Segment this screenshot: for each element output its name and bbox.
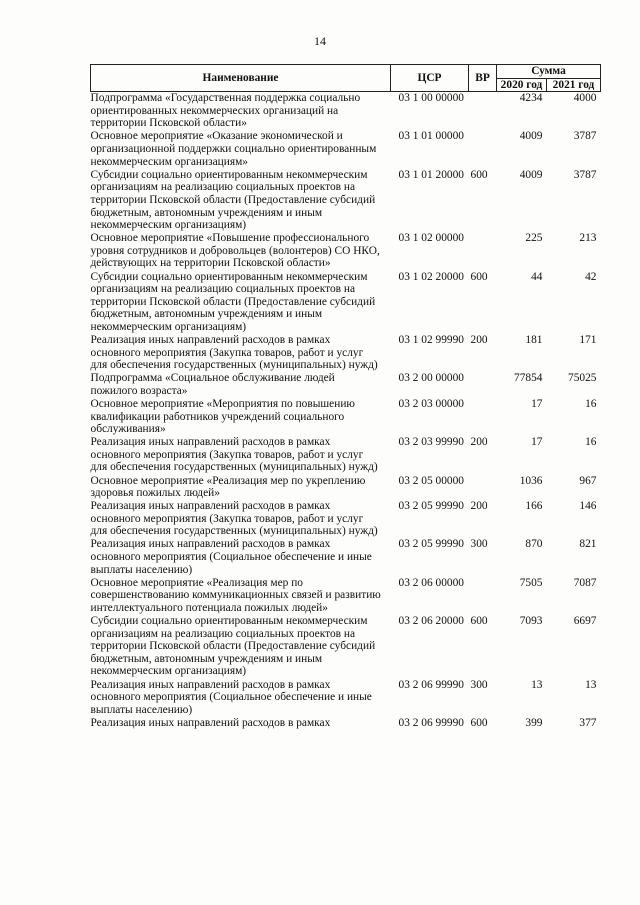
- row-sum-2020: 166: [525, 500, 543, 513]
- table-row: [91, 679, 601, 717]
- row-sum-2021: 146: [579, 500, 597, 513]
- page-number: 14: [314, 34, 326, 48]
- table-row: [91, 271, 601, 334]
- row-csr: 03 2 03 99990: [398, 436, 464, 449]
- row-sum-2020: 17: [531, 436, 543, 449]
- row-name: Основное мероприятие «Реализация мер по укреплению здоровья пожилых людей»: [90, 474, 366, 500]
- header-year-2020: 2020 год: [497, 78, 547, 92]
- row-name: Субсидии социально ориентированным некоммерческим организациям на реализацию социальных проектов на территории Псковской области (Предоставление субсидий бюджетным, автономным учреждениям и иным некоммерческим организациям): [90, 168, 376, 232]
- row-vr: 600: [470, 615, 488, 628]
- row-sum-2021: 967: [579, 474, 597, 487]
- table-row: [91, 398, 601, 436]
- row-csr: 03 1 01 00000: [398, 130, 464, 143]
- row-sum-2021: 13: [585, 678, 597, 691]
- row-name: Субсидии социально ориентированным некоммерческим организациям на реализацию социальных проектов на территории Псковской области (Предоставление субсидий бюджетным, автономным учреждениям и иным некоммерческим организациям): [90, 615, 376, 678]
- row-vr: 600: [470, 168, 488, 181]
- row-csr: 03 2 00 00000: [398, 372, 464, 385]
- table-row: [91, 436, 601, 474]
- row-name: Реализация иных направлений расходов в рамках основного мероприятия (Социальное обеспечение и иные выплаты населению): [90, 538, 372, 576]
- row-sum-2021: 42: [585, 270, 597, 283]
- table-row: [91, 232, 601, 270]
- row-sum-2021: 16: [585, 397, 597, 410]
- row-sum-2021: 7087: [573, 576, 597, 589]
- row-csr: 03 1 02 20000: [398, 270, 464, 283]
- row-name: Основное мероприятие «Оказание экономической и организационной поддержки социально ориентированным некоммерческим организациям»: [90, 130, 377, 168]
- row-name: Основное мероприятие «Реализация мер по совершенствованию коммуникационных связей и развитию интеллектуального потенциала пожилых людей»: [90, 576, 381, 614]
- row-name: Основное мероприятие «Мероприятия по повышению квалификации работников учреждений социального обслуживания»: [90, 397, 355, 436]
- row-name: Реализация иных направлений расходов в рамках основного мероприятия (Закупка товаров, работ и услуг для обеспечения государственных (муниципальных) нужд): [90, 500, 378, 538]
- budget-table: [90, 64, 601, 730]
- row-sum-2020: 399: [525, 716, 543, 729]
- table-row: [91, 500, 601, 538]
- row-vr: [469, 475, 497, 501]
- table-row: [91, 334, 601, 372]
- row-name: Реализация иных направлений расходов в рамках: [90, 716, 331, 729]
- header-vr: ВР: [469, 65, 497, 92]
- row-vr: [469, 92, 497, 131]
- row-sum-2021: 3787: [573, 130, 597, 143]
- table-row: [91, 538, 601, 576]
- row-sum-2020: 7093: [519, 615, 543, 628]
- row-csr: 03 2 06 00000: [398, 576, 464, 589]
- row-sum-2021: 75025: [568, 372, 597, 385]
- header-name: Наименование: [91, 65, 391, 92]
- row-vr: 600: [470, 716, 488, 729]
- row-csr: 03 1 02 99990: [398, 333, 464, 346]
- row-vr: 300: [470, 538, 488, 551]
- row-sum-2020: 4234: [519, 92, 543, 105]
- row-vr: [469, 232, 497, 270]
- row-csr: 03 2 06 99990: [398, 678, 464, 691]
- row-sum-2021: 3787: [573, 168, 597, 181]
- header-sum: Сумма: [497, 65, 601, 79]
- row-csr: 03 1 02 00000: [398, 232, 464, 245]
- row-name: Субсидии социально ориентированным некоммерческим организациям на реализацию социальных проектов на территории Псковской области (Предоставление субсидий бюджетным, автономным учреждениям и иным некоммерческим организациям): [90, 270, 376, 333]
- row-name: Реализация иных направлений расходов в рамках основного мероприятия (Закупка товаров, работ и услуг для обеспечения государственных (муниципальных) нужд): [90, 333, 378, 372]
- table-row: [91, 475, 601, 501]
- table-row: [91, 615, 601, 678]
- row-sum-2020: 870: [525, 538, 543, 551]
- row-vr: [469, 398, 497, 436]
- row-csr: 03 2 03 00000: [398, 397, 464, 410]
- row-sum-2020: 13: [531, 678, 543, 691]
- row-sum-2021: 377: [579, 716, 597, 729]
- header-csr: ЦСР: [391, 65, 469, 92]
- table-row: [91, 130, 601, 168]
- table-body: [91, 92, 601, 730]
- row-vr: [469, 130, 497, 168]
- row-csr: 03 2 05 99990: [398, 538, 464, 551]
- row-csr: 03 2 05 99990: [398, 500, 464, 513]
- row-vr: [469, 372, 497, 398]
- row-sum-2021: 213: [579, 232, 597, 245]
- row-sum-2021: 16: [585, 436, 597, 449]
- row-sum-2021: 6697: [573, 615, 597, 628]
- table-row: [91, 92, 601, 131]
- row-sum-2020: 181: [525, 333, 543, 346]
- table-row: [91, 169, 601, 232]
- row-name: Основное мероприятие «Повышение профессионального уровня сотрудников и добровольцев (волонтеров) СО НКО, действующих на территории Псковской области»: [90, 232, 380, 270]
- row-sum-2020: 44: [531, 270, 543, 283]
- row-vr: 300: [470, 678, 488, 691]
- row-sum-2021: 171: [579, 333, 597, 346]
- row-vr: 200: [470, 436, 488, 449]
- row-vr: [469, 577, 497, 615]
- row-vr: 200: [470, 500, 488, 513]
- row-sum-2020: 225: [525, 232, 543, 245]
- row-name: Подпрограмма «Социальное обслуживание людей пожилого возраста»: [90, 372, 335, 397]
- row-vr: 600: [470, 270, 488, 283]
- row-csr: 03 2 05 00000: [398, 474, 464, 487]
- row-vr: 200: [470, 333, 488, 346]
- row-sum-2021: 821: [579, 538, 597, 551]
- row-sum-2020: 17: [531, 397, 543, 410]
- table-header: [91, 65, 601, 92]
- table-row: [91, 577, 601, 615]
- row-sum-2020: 4009: [519, 130, 543, 143]
- header-year-2021: 2021 год: [547, 78, 601, 92]
- table-row: [91, 372, 601, 398]
- row-csr: 03 2 06 99990: [398, 716, 464, 729]
- row-name: Реализация иных направлений расходов в рамках основного мероприятия (Социальное обеспечение и иные выплаты населению): [90, 678, 372, 716]
- row-sum-2020: 4009: [519, 168, 543, 181]
- row-name: Подпрограмма «Государственная поддержка социально ориентированных некоммерческих организаций на территории Псковской области»: [90, 92, 361, 130]
- table-row: [91, 717, 601, 730]
- row-sum-2020: 7505: [519, 576, 543, 589]
- row-sum-2020: 77854: [514, 372, 543, 385]
- row-csr: 03 1 00 00000: [398, 92, 464, 105]
- row-sum-2021: 4000: [573, 92, 597, 105]
- row-csr: 03 1 01 20000: [398, 168, 464, 181]
- row-sum-2020: 1036: [519, 474, 543, 487]
- row-name: Реализация иных направлений расходов в рамках основного мероприятия (Закупка товаров, работ и услуг для обеспечения государственных (муниципальных) нужд): [90, 436, 378, 474]
- row-csr: 03 2 06 20000: [398, 615, 464, 628]
